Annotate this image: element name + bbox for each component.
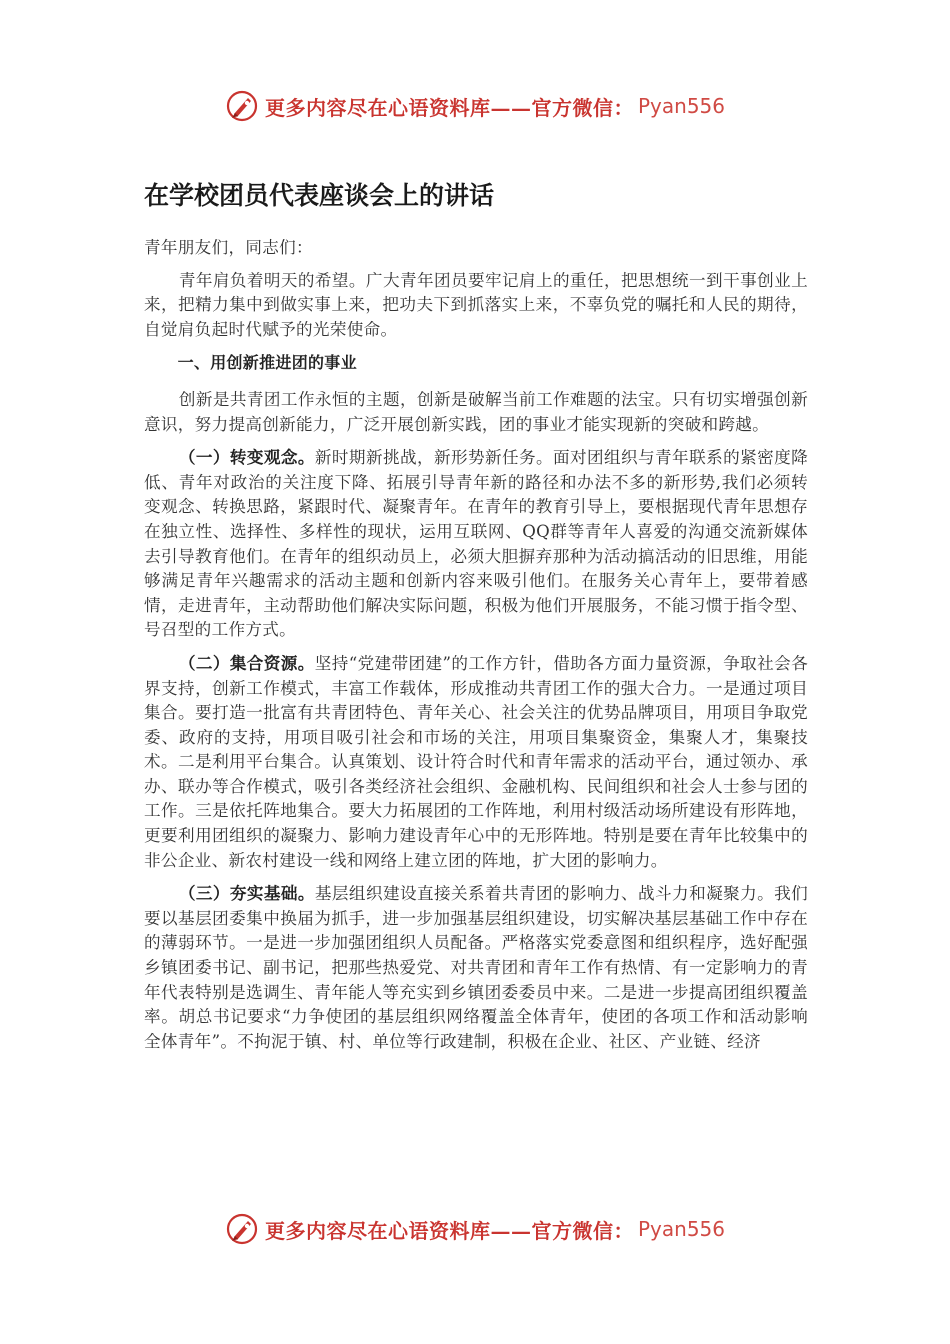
banner-wechat-id: Pyan556 xyxy=(637,94,725,118)
banner-text: 更多内容尽在心语资料库——官方微信： xyxy=(264,1218,634,1243)
item-text-3: 基层组织建设直接关系着共青团的影响力、战斗力和凝聚力。我们要以基层团委集中换届为抓手，进一步加强基层组织建设，切实解决基层基础工作中存在的薄弱环节。一是进一步加强团组织人员配备。严格落实党委意图和组织程序，选好配强乡镇团委书记、副书记，把那些热爱党、对共青团和青年工作有热情、有一定影响力的青年代表特别是选调生、青年能人等充实到乡镇团委委员中来。二是进一步提高团组织覆盖率。胡总书记要求“力争使团的基层组织网络覆盖全体青年，使团的各项工作和活动影响全体青年”。不拘泥于镇、村、单位等行政建制，积极在企业、社区、产业链、经济 xyxy=(144,884,808,1051)
banner-wechat-id: Pyan556 xyxy=(637,1217,725,1241)
item-text-1: 新时期新挑战，新形势新任务。面对团组织与青年联系的紧密度降低、青年对政治的关注度下降、拓展引导青年新的路径和办法不多的新形势,我们必须转变观念、转换思路，紧跟时代、凝聚青年。在青年的教育引导上，要根据现代青年思想存在独立性、选择性、多样性的现状，运用互联网、QQ群等青年人喜爱的沟通交流新媒体去引导教育他们。在青年的组织动员上，必须大胆摒弃那种为活动搞活动的旧思维，用能够满足青年兴趣需求的活动主题和创新内容来吸引他们。在服务关心青年上，要带着感情，走进青年，主动帮助他们解决实际问题，积极为他们开展服务，不能习惯于指令型、号召型的工作方式。 xyxy=(144,448,808,640)
pen-logo-icon xyxy=(225,89,259,123)
document-title: 在学校团员代表座谈会上的讲话 xyxy=(144,181,495,210)
section-heading: 一、用创新推进团的事业 xyxy=(177,353,357,373)
banner-text: 更多内容尽在心语资料库——官方微信： xyxy=(264,95,634,120)
intro-paragraph: 青年肩负着明天的希望。广大青年团员要牢记肩上的重任，把思想统一到干事创业上来，把精力集中到做实事上来，把功夫下到抓落实上来，不辜负党的嘱托和人民的期待，自觉肩负起时代赋予的光荣使命。 xyxy=(144,270,808,339)
item-paragraph-3 xyxy=(144,882,808,1054)
item-text-2: 坚持“党建带团建”的工作方针，借助各方面力量资源，争取社会各界支持，创新工作模式，丰富工作载体，形成推动共青团工作的强大合力。一是通过项目集合。要打造一批富有共青团特色、青年关心、社会关注的优势品牌项目，用项目争取党委、政府的支持，用项目吸引社会和市场的关注，用项目集聚资金，集聚人才，集聚技术。二是利用平台集合。认真策划、设计符合时代和青年需求的活动平台，通过领办、承办、联办等合作模式，吸引各类经济社会组织、金融机构、民间组织和社会人士参与团的工作。三是依托阵地集合。要大力拓展团的工作阵地，利用村级活动场所建设有形阵地，更要利用团组织的凝聚力、影响力建设青年心中的无形阵地。特别是要在青年比较集中的非公企业、新农村建设一线和网络上建立团的阵地，扩大团的影响力。 xyxy=(144,653,808,870)
pen-logo-icon xyxy=(225,1212,259,1246)
document-body xyxy=(144,176,808,1063)
greeting: 青年朋友们，同志们： xyxy=(144,238,313,257)
item-paragraph-2 xyxy=(144,652,808,873)
item-lead-1: （一）转变观念。 xyxy=(178,448,315,468)
item-paragraph-1 xyxy=(144,446,808,643)
header-banner xyxy=(0,84,950,128)
item-lead-3: （三）夯实基础。 xyxy=(178,884,315,904)
footer-banner xyxy=(0,1207,950,1251)
item-lead-2: （二）集合资源。 xyxy=(178,653,315,673)
section-intro-paragraph: 创新是共青团工作永恒的主题，创新是破解当前工作难题的法宝。只有切实增强创新意识，努力提高创新能力，广泛开展创新实践，团的事业才能实现新的突破和跨越。 xyxy=(144,389,808,434)
